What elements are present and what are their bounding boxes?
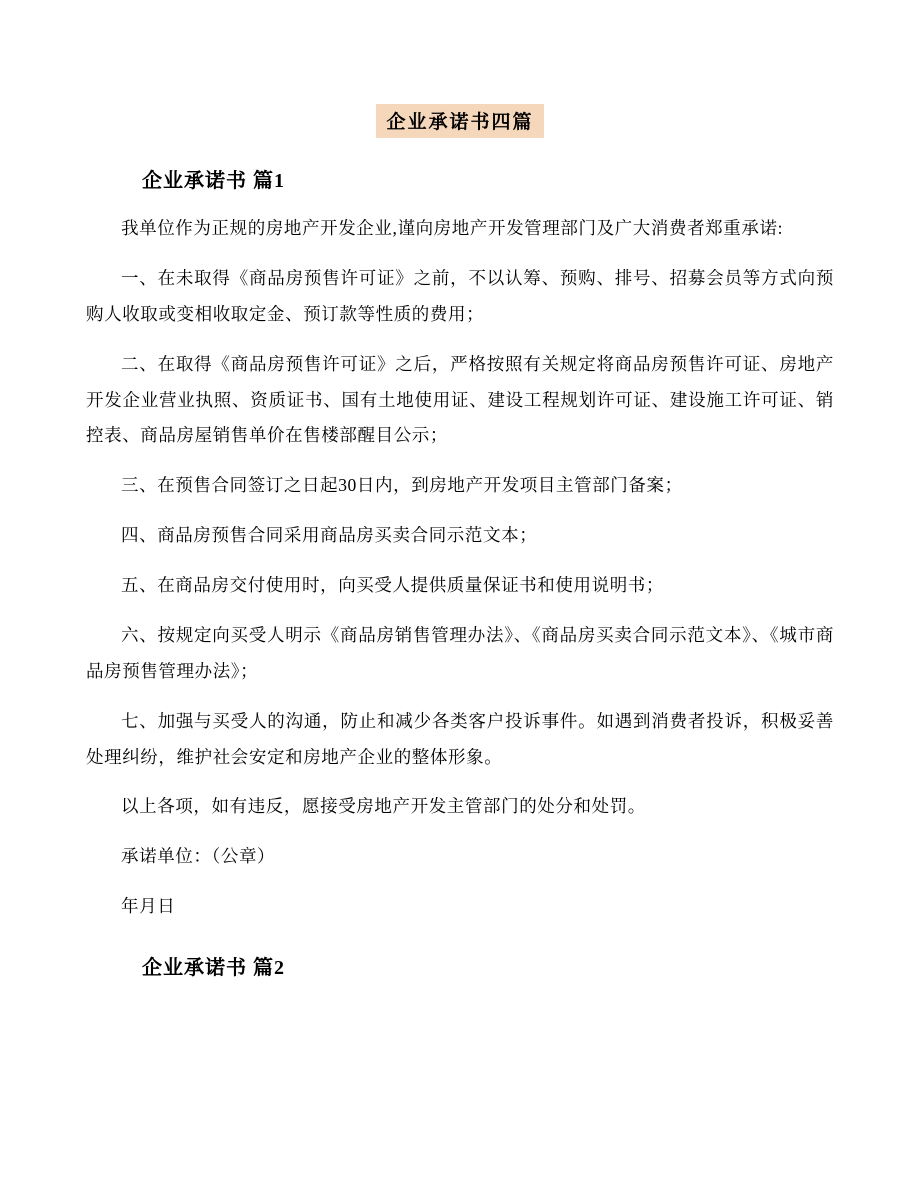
paragraph: 二、在取得《商品房预售许可证》之后，严格按照有关规定将商品房预售许可证、房地产开发企业营业执照、资质证书、国有土地使用证、建设工程规划许可证、建设施工许可证、销控表、商品房屋销售单价在售楼部醒目公示； — [86, 353, 834, 446]
document-title-container — [86, 104, 834, 138]
paragraph: 五、在商品房交付使用时，向买受人提供质量保证书和使用说明书； — [121, 575, 664, 595]
paragraph: 一、在未取得《商品房预售许可证》之前，不以认筹、预购、排号、招募会员等方式向预购人收取或变相收取定金、预订款等性质的费用； — [86, 267, 834, 324]
paragraph: 三、在预售合同签订之日起30日内，到房地产开发项目主管部门备案； — [121, 475, 683, 496]
paragraph: 四、商品房预售合同采用商品房买卖合同示范文本； — [121, 525, 538, 546]
section-heading-1: 企业承诺书 篇1 — [142, 170, 285, 192]
date-line: 年月日 — [121, 896, 176, 917]
paragraph: 我单位作为正规的房地产开发企业,谨向房地产开发管理部门及广大消费者郑重承诺: — [121, 218, 784, 238]
signature-line: 承诺单位：（公章） — [121, 846, 276, 867]
section-heading-2: 企业承诺书 篇2 — [142, 957, 285, 979]
paragraph: 六、按规定向买受人明示《商品房销售管理办法》、《商品房买卖合同示范文本》、《城市商品房预售管理办法》； — [86, 624, 834, 681]
paragraph: 七、加强与买受人的沟通，防止和减少各类客户投诉事件。如遇到消费者投诉，积极妥善处理纠纷，维护社会安定和房地产企业的整体形象。 — [86, 710, 834, 767]
paragraph: 以上各项，如有违反，愿接受房地产开发主管部门的处分和处罚。 — [121, 796, 646, 817]
page-title: 企业承诺书四篇 — [376, 104, 543, 138]
